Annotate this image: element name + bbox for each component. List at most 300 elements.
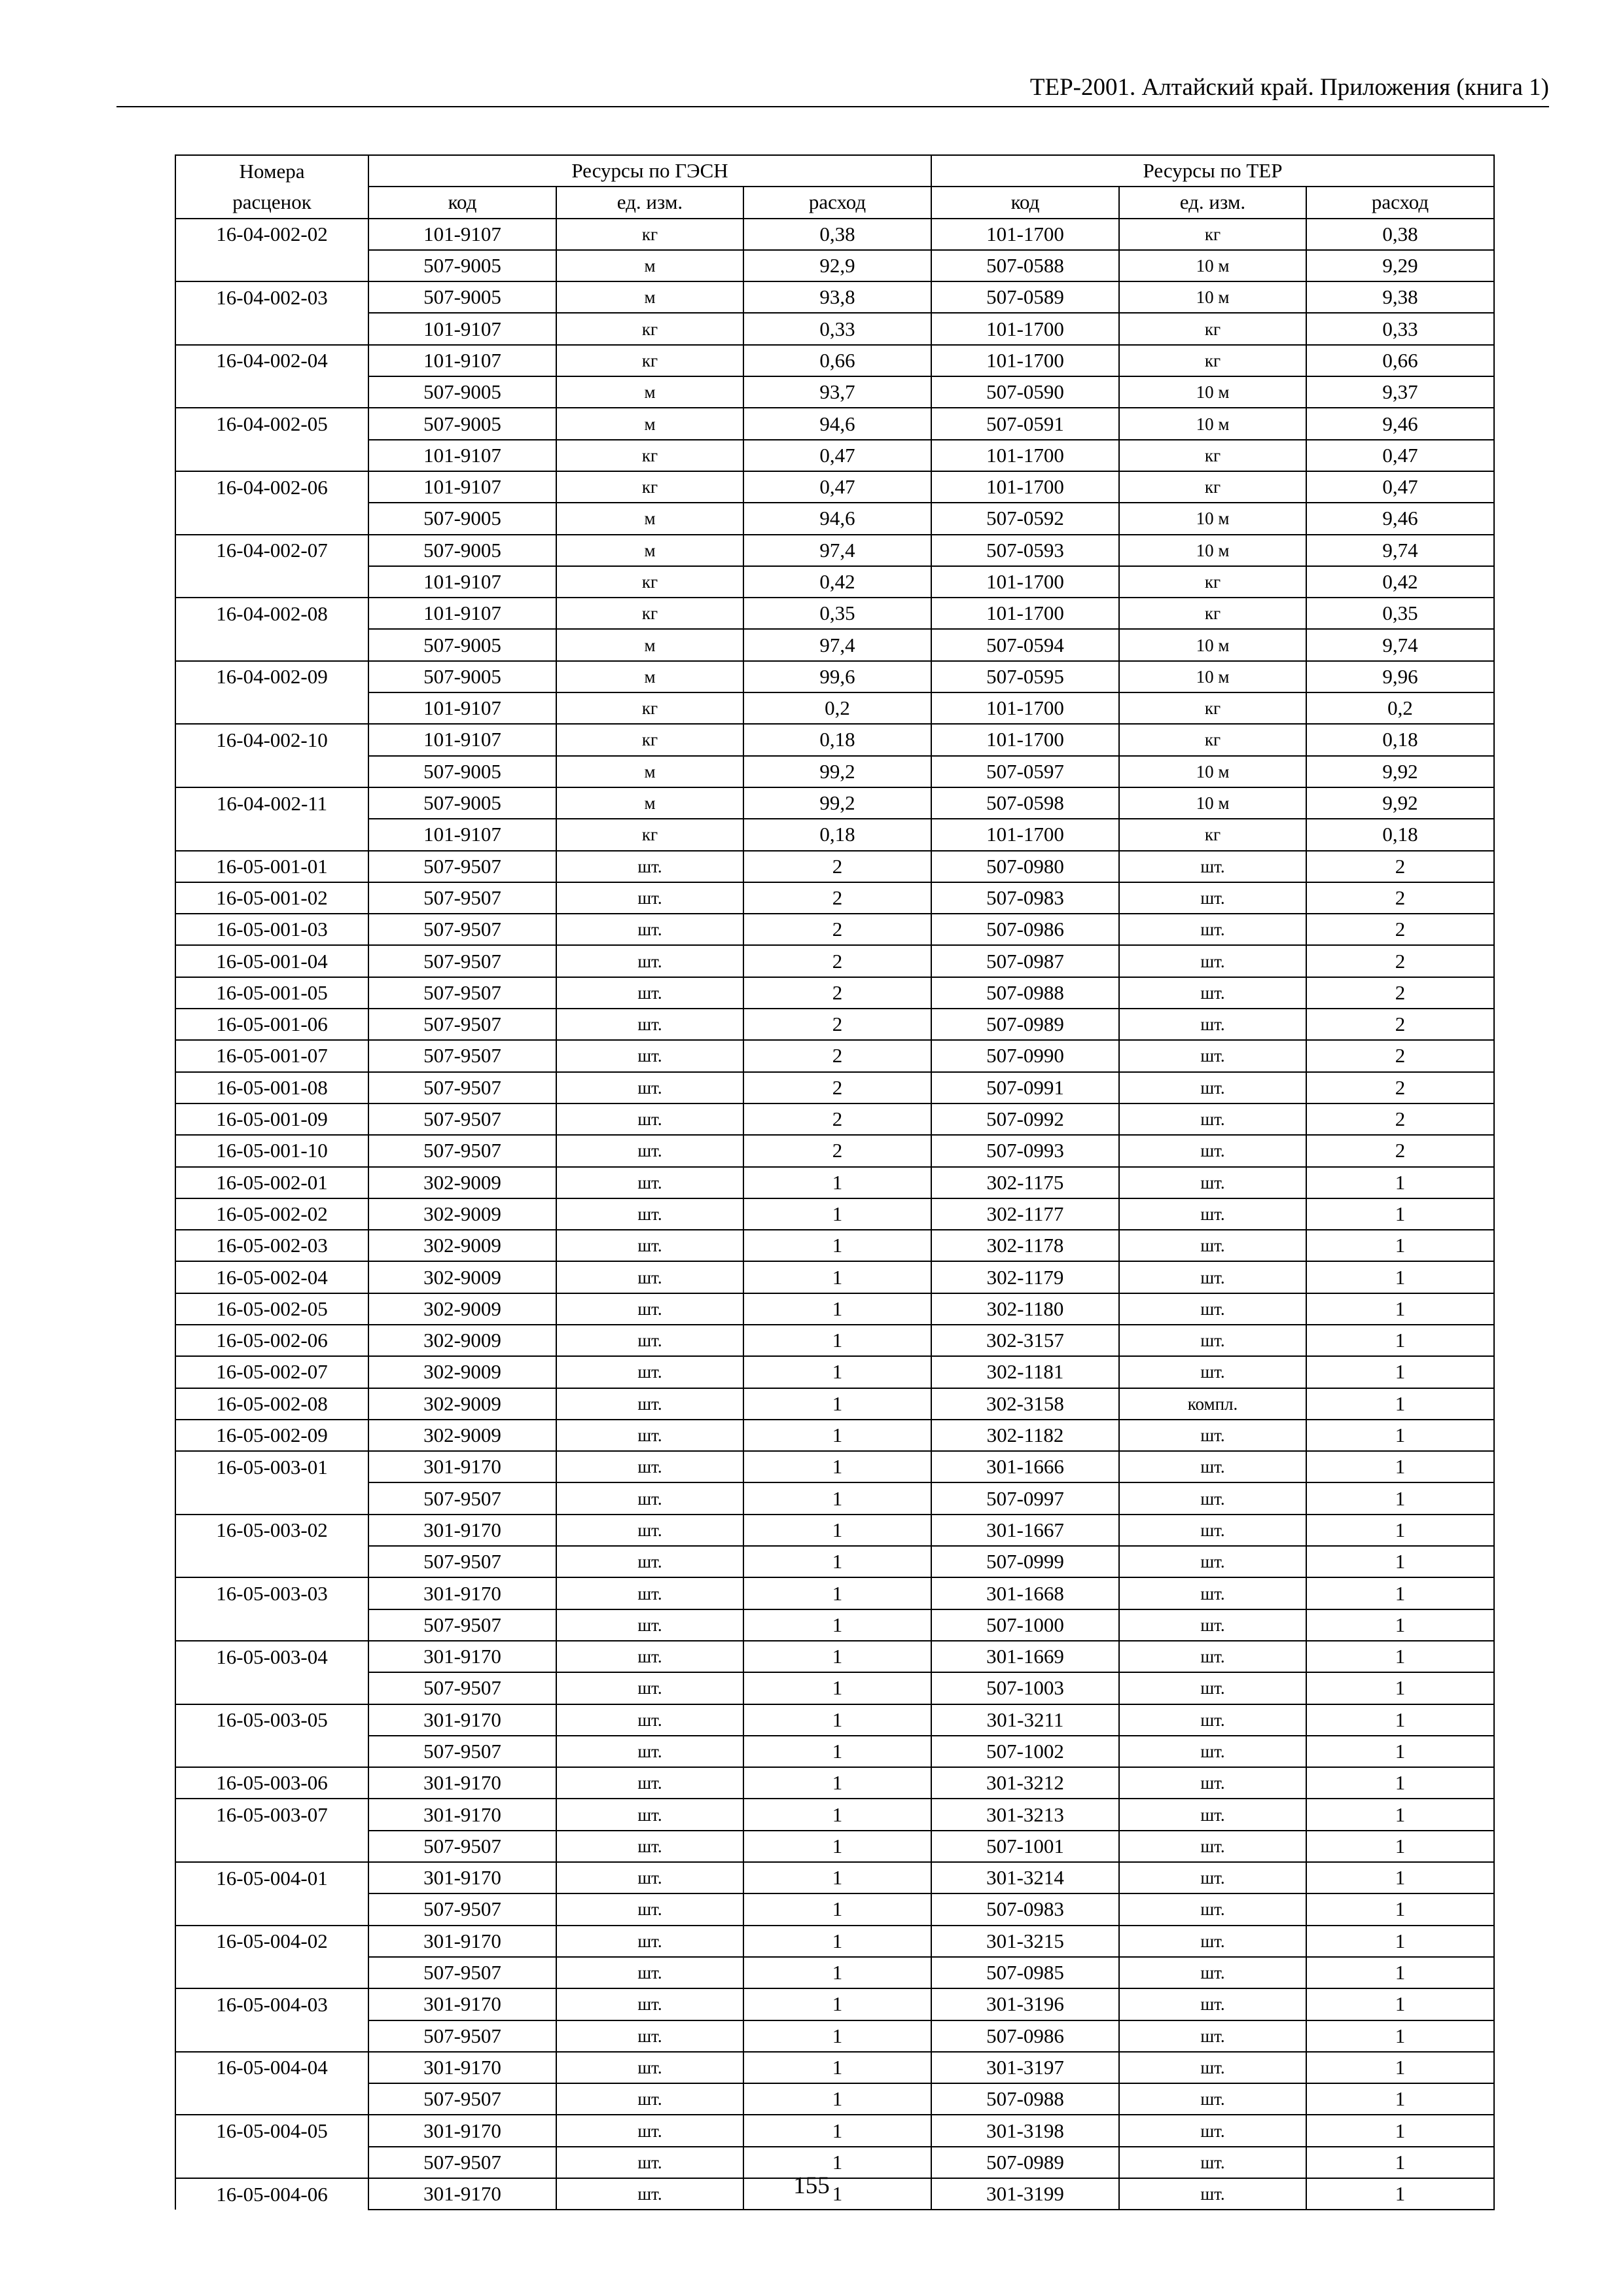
gesn-unit-cell: шт. — [556, 1736, 743, 1767]
gesn-unit-cell: шт. — [556, 851, 743, 882]
gesn-code-cell: 302-9009 — [368, 1356, 556, 1388]
table-row — [175, 692, 1494, 724]
ter-unit-cell: кг — [1119, 566, 1306, 598]
rate-number-cell: 16-05-004-05 — [175, 2115, 368, 2146]
table-row — [175, 1767, 1494, 1799]
table-row — [175, 724, 1494, 755]
ter-code-cell: 101-1700 — [931, 598, 1119, 629]
rate-number-cell: 16-05-002-05 — [175, 1293, 368, 1325]
ter-unit-cell: шт. — [1119, 1230, 1306, 1261]
rate-number-cell — [175, 1893, 368, 1925]
gesn-code-cell: 101-9107 — [368, 724, 556, 755]
rate-number-cell — [175, 1736, 368, 1767]
gesn-amount-cell: 1 — [743, 1515, 931, 1546]
gesn-amount-cell: 1 — [743, 1356, 931, 1388]
ter-amount-cell: 0,47 — [1306, 471, 1494, 503]
ter-code-cell: 507-0983 — [931, 882, 1119, 914]
gesn-code-cell: 101-9107 — [368, 345, 556, 376]
ter-code-cell: 507-0990 — [931, 1040, 1119, 1071]
rate-number-cell: 16-04-002-03 — [175, 281, 368, 313]
rate-number-cell: 16-04-002-10 — [175, 724, 368, 755]
gesn-unit-cell: кг — [556, 598, 743, 629]
ter-code-cell: 301-3199 — [931, 2178, 1119, 2210]
gesn-code-cell: 507-9507 — [368, 2020, 556, 2052]
table-row — [175, 1704, 1494, 1736]
ter-code-cell: 301-3197 — [931, 2052, 1119, 2083]
ter-amount-cell: 1 — [1306, 1736, 1494, 1767]
gesn-unit-cell: шт. — [556, 977, 743, 1009]
table-row — [175, 1736, 1494, 1767]
ter-unit-cell: шт. — [1119, 1862, 1306, 1893]
gesn-code-cell: 301-9170 — [368, 1926, 556, 1957]
gesn-amount-cell: 2 — [743, 945, 931, 977]
gesn-unit-cell: м — [556, 629, 743, 660]
rate-number-cell: 16-05-002-01 — [175, 1167, 368, 1198]
ter-amount-cell: 1 — [1306, 2115, 1494, 2146]
ter-amount-cell: 1 — [1306, 1609, 1494, 1641]
ter-unit-cell: шт. — [1119, 1893, 1306, 1925]
ter-amount-cell: 9,74 — [1306, 535, 1494, 566]
rate-number-cell: 16-05-002-08 — [175, 1388, 368, 1420]
gesn-unit-cell: шт. — [556, 2083, 743, 2115]
ter-amount-cell: 1 — [1306, 1356, 1494, 1388]
ter-code-cell: 507-0598 — [931, 787, 1119, 819]
ter-resources-header: Ресурсы по ТЕР — [931, 155, 1494, 187]
ter-code-cell: 507-0989 — [931, 1009, 1119, 1040]
table-row — [175, 219, 1494, 250]
gesn-code-cell: 301-9170 — [368, 2115, 556, 2146]
table-row — [175, 281, 1494, 313]
ter-amount-cell: 1 — [1306, 1641, 1494, 1672]
ter-amount-cell: 2 — [1306, 851, 1494, 882]
gesn-unit-cell: шт. — [556, 1198, 743, 1230]
ter-amount-cell: 2 — [1306, 945, 1494, 977]
ter-amount-cell: 9,38 — [1306, 281, 1494, 313]
gesn-amount-cell: 1 — [743, 1325, 931, 1356]
gesn-code-cell: 101-9107 — [368, 566, 556, 598]
ter-amount-cell: 1 — [1306, 1546, 1494, 1577]
gesn-code-cell: 507-9507 — [368, 945, 556, 977]
ter-amount-cell: 1 — [1306, 2052, 1494, 2083]
rate-number-cell: 16-05-001-07 — [175, 1040, 368, 1071]
table-row — [175, 376, 1494, 408]
gesn-unit-cell: кг — [556, 219, 743, 250]
gesn-unit-cell: м — [556, 376, 743, 408]
gesn-code-cell: 507-9507 — [368, 1672, 556, 1704]
gesn-amount-cell: 0,38 — [743, 219, 931, 250]
ter-amount-cell: 1 — [1306, 1957, 1494, 1988]
table-row — [175, 1325, 1494, 1356]
ter-code-cell: 302-1182 — [931, 1420, 1119, 1451]
gesn-amount-cell: 1 — [743, 1862, 931, 1893]
gesn-code-cell: 301-9170 — [368, 2178, 556, 2210]
gesn-code-cell: 101-9107 — [368, 819, 556, 850]
gesn-code-cell: 301-9170 — [368, 1641, 556, 1672]
gesn-unit-cell: шт. — [556, 1040, 743, 1071]
gesn-code-cell: 507-9005 — [368, 756, 556, 787]
gesn-amount-cell: 2 — [743, 1040, 931, 1071]
gesn-code-cell: 101-9107 — [368, 598, 556, 629]
gesn-amount-cell: 2 — [743, 914, 931, 945]
gesn-amount-cell: 1 — [743, 1293, 931, 1325]
rate-number-cell: 16-05-001-09 — [175, 1103, 368, 1135]
gesn-amount-cell: 1 — [743, 1198, 931, 1230]
table-row — [175, 503, 1494, 534]
gesn-code-cell: 302-9009 — [368, 1325, 556, 1356]
ter-unit-cell: шт. — [1119, 882, 1306, 914]
table-row — [175, 408, 1494, 439]
ter-unit-cell: кг — [1119, 819, 1306, 850]
ter-unit-cell: 10 м — [1119, 250, 1306, 281]
gesn-code-cell: 507-9507 — [368, 1103, 556, 1135]
gesn-unit-cell: кг — [556, 471, 743, 503]
ter-amount-cell: 2 — [1306, 977, 1494, 1009]
ter-amount-cell: 1 — [1306, 1926, 1494, 1957]
table-row — [175, 1893, 1494, 1925]
ter-unit-cell: шт. — [1119, 1198, 1306, 1230]
gesn-unit-cell: шт. — [556, 1293, 743, 1325]
table-row — [175, 345, 1494, 376]
ter-code-cell: 507-0588 — [931, 250, 1119, 281]
ter-amount-cell: 0,66 — [1306, 345, 1494, 376]
gesn-code-cell: 302-9009 — [368, 1420, 556, 1451]
gesn-code-cell: 101-9107 — [368, 692, 556, 724]
rate-number-cell — [175, 1957, 368, 1988]
gesn-code-cell: 302-9009 — [368, 1293, 556, 1325]
gesn-unit-cell: шт. — [556, 2020, 743, 2052]
ter-code-cell: 507-1002 — [931, 1736, 1119, 1767]
rate-number-cell — [175, 629, 368, 660]
rate-number-cell — [175, 1672, 368, 1704]
ter-code-cell: 507-0592 — [931, 503, 1119, 534]
gesn-unit-cell: шт. — [556, 2147, 743, 2178]
ter-amount-cell: 0,18 — [1306, 724, 1494, 755]
rate-number-cell — [175, 1609, 368, 1641]
gesn-code-cell: 507-9507 — [368, 1135, 556, 1166]
ter-unit-cell: кг — [1119, 692, 1306, 724]
gesn-unit-cell: шт. — [556, 2178, 743, 2210]
gesn-code-cell: 507-9507 — [368, 1831, 556, 1862]
rate-number-cell: 16-04-002-06 — [175, 471, 368, 503]
gesn-unit-cell: м — [556, 535, 743, 566]
ter-code-cell: 301-3198 — [931, 2115, 1119, 2146]
ter-amount-cell: 2 — [1306, 1135, 1494, 1166]
gesn-amount-cell: 1 — [743, 1167, 931, 1198]
ter-amount-cell: 1 — [1306, 1893, 1494, 1925]
ter-unit-cell: 10 м — [1119, 535, 1306, 566]
header-rule — [116, 106, 1549, 107]
gesn-unit-cell: шт. — [556, 1388, 743, 1420]
gesn-amount-cell: 93,8 — [743, 281, 931, 313]
ter-code-cell: 301-1669 — [931, 1641, 1119, 1672]
gesn-unit-cell: шт. — [556, 1926, 743, 1957]
gesn-amount-cell: 93,7 — [743, 376, 931, 408]
rate-number-cell: 16-05-004-03 — [175, 1988, 368, 2020]
rate-number-cell — [175, 313, 368, 344]
rate-number-cell: 16-05-002-07 — [175, 1356, 368, 1388]
gesn-code-cell: 302-9009 — [368, 1261, 556, 1293]
gesn-code-cell: 301-9170 — [368, 1451, 556, 1482]
rate-number-cell: 16-05-001-04 — [175, 945, 368, 977]
table-row — [175, 1261, 1494, 1293]
ter-unit-cell: шт. — [1119, 1926, 1306, 1957]
rate-number-cell: 16-05-002-03 — [175, 1230, 368, 1261]
ter-unit-cell: шт. — [1119, 1577, 1306, 1609]
ter-code-cell: 507-0993 — [931, 1135, 1119, 1166]
gesn-amount-cell: 1 — [743, 1736, 931, 1767]
gesn-code-cell: 507-9507 — [368, 1482, 556, 1514]
ter-code-cell: 507-0591 — [931, 408, 1119, 439]
gesn-amount-cell: 0,18 — [743, 724, 931, 755]
gesn-unit-cell: шт. — [556, 1325, 743, 1356]
gesn-unit-cell: шт. — [556, 1862, 743, 1893]
gesn-code-cell: 101-9107 — [368, 219, 556, 250]
ter-amount-cell: 0,38 — [1306, 219, 1494, 250]
ter-amount-cell: 1 — [1306, 1420, 1494, 1451]
ter-amount-cell: 9,92 — [1306, 756, 1494, 787]
table-row — [175, 598, 1494, 629]
gesn-unit-cell: шт. — [556, 1799, 743, 1830]
gesn-resources-header: Ресурсы по ГЭСН — [368, 155, 931, 187]
ter-code-cell: 507-0997 — [931, 1482, 1119, 1514]
table-row — [175, 313, 1494, 344]
ter-unit-cell: кг — [1119, 313, 1306, 344]
gesn-unit-cell: шт. — [556, 1577, 743, 1609]
ter-unit-cell: кг — [1119, 724, 1306, 755]
ter-code-cell: 101-1700 — [931, 819, 1119, 850]
gesn-amount-cell: 2 — [743, 1135, 931, 1166]
gesn-code-cell: 301-9170 — [368, 1515, 556, 1546]
ter-amount-cell: 9,92 — [1306, 787, 1494, 819]
gesn-code-cell: 302-9009 — [368, 1198, 556, 1230]
gesn-unit-cell: шт. — [556, 1893, 743, 1925]
rate-number-cell — [175, 1831, 368, 1862]
gesn-code-cell: 101-9107 — [368, 440, 556, 471]
gesn-unit-cell: шт. — [556, 1957, 743, 1988]
gesn-amount-cell: 0,18 — [743, 819, 931, 850]
ter-amount-cell: 0,47 — [1306, 440, 1494, 471]
gesn-unit-cell: шт. — [556, 1546, 743, 1577]
gesn-amount-cell: 2 — [743, 977, 931, 1009]
gesn-code-cell: 301-9170 — [368, 1704, 556, 1736]
gesn-amount-cell: 97,4 — [743, 535, 931, 566]
gesn-code-cell: 507-9005 — [368, 503, 556, 534]
gesn-unit-cell: шт. — [556, 1261, 743, 1293]
rate-number-cell: 16-05-002-06 — [175, 1325, 368, 1356]
ter-unit-cell: компл. — [1119, 1388, 1306, 1420]
ter-unit-cell: шт. — [1119, 2147, 1306, 2178]
gesn-unit-header: ед. изм. — [556, 187, 743, 218]
ter-code-cell: 301-1668 — [931, 1577, 1119, 1609]
gesn-code-cell: 507-9507 — [368, 2083, 556, 2115]
gesn-amount-cell: 0,47 — [743, 471, 931, 503]
rate-number-cell — [175, 756, 368, 787]
ter-code-cell: 302-1181 — [931, 1356, 1119, 1388]
gesn-amount-cell: 99,2 — [743, 787, 931, 819]
gesn-code-cell: 301-9170 — [368, 1577, 556, 1609]
ter-code-cell: 302-1179 — [931, 1261, 1119, 1293]
gesn-unit-cell: шт. — [556, 914, 743, 945]
table-row — [175, 851, 1494, 882]
gesn-amount-cell: 1 — [743, 2115, 931, 2146]
rate-number-cell: 16-05-004-04 — [175, 2052, 368, 2083]
table-row — [175, 1388, 1494, 1420]
table-subheader-row — [175, 187, 1494, 218]
gesn-unit-cell: шт. — [556, 1988, 743, 2020]
ter-amount-cell: 2 — [1306, 1009, 1494, 1040]
gesn-unit-cell: шт. — [556, 1135, 743, 1166]
gesn-unit-cell: кг — [556, 692, 743, 724]
ter-code-cell: 507-0597 — [931, 756, 1119, 787]
ter-amount-cell: 1 — [1306, 1167, 1494, 1198]
ter-code-cell: 302-1180 — [931, 1293, 1119, 1325]
gesn-code-cell: 507-9507 — [368, 914, 556, 945]
ter-amount-cell: 1 — [1306, 1482, 1494, 1514]
gesn-unit-cell: шт. — [556, 1356, 743, 1388]
ter-unit-cell: шт. — [1119, 2083, 1306, 2115]
table-row — [175, 1926, 1494, 1957]
ter-unit-cell: шт. — [1119, 1641, 1306, 1672]
table-row — [175, 756, 1494, 787]
ter-unit-cell: шт. — [1119, 945, 1306, 977]
table-row — [175, 1451, 1494, 1482]
ter-unit-cell: кг — [1119, 219, 1306, 250]
ter-unit-header: ед. изм. — [1119, 187, 1306, 218]
ter-amount-cell: 1 — [1306, 1293, 1494, 1325]
ter-unit-cell: шт. — [1119, 1009, 1306, 1040]
rate-number-cell — [175, 692, 368, 724]
rate-number-cell: 16-05-001-01 — [175, 851, 368, 882]
gesn-unit-cell: шт. — [556, 1767, 743, 1799]
table-row — [175, 2083, 1494, 2115]
gesn-code-cell: 507-9507 — [368, 1072, 556, 1103]
ter-amount-cell: 1 — [1306, 2083, 1494, 2115]
gesn-code-cell: 302-9009 — [368, 1167, 556, 1198]
table-row — [175, 1420, 1494, 1451]
rate-numbers-header: Номера — [175, 155, 368, 187]
rate-number-cell: 16-04-002-04 — [175, 345, 368, 376]
gesn-amount-cell: 1 — [743, 1672, 931, 1704]
rate-number-cell — [175, 376, 368, 408]
ter-amount-cell: 0,35 — [1306, 598, 1494, 629]
ter-code-cell: 507-0594 — [931, 629, 1119, 660]
ter-unit-cell: шт. — [1119, 2052, 1306, 2083]
gesn-amount-cell: 94,6 — [743, 408, 931, 439]
rate-number-cell: 16-04-002-02 — [175, 219, 368, 250]
ter-amount-cell: 1 — [1306, 1515, 1494, 1546]
gesn-code-cell: 301-9170 — [368, 1862, 556, 1893]
ter-code-cell: 507-1001 — [931, 1831, 1119, 1862]
ter-unit-cell: 10 м — [1119, 756, 1306, 787]
gesn-amount-cell: 0,47 — [743, 440, 931, 471]
gesn-code-cell: 507-9507 — [368, 1893, 556, 1925]
gesn-unit-cell: шт. — [556, 1831, 743, 1862]
ter-code-cell: 301-1667 — [931, 1515, 1119, 1546]
ter-unit-cell: шт. — [1119, 1515, 1306, 1546]
ter-amount-cell: 9,46 — [1306, 408, 1494, 439]
gesn-amount-cell: 0,42 — [743, 566, 931, 598]
rate-number-cell: 16-05-003-06 — [175, 1767, 368, 1799]
gesn-amount-cell: 1 — [743, 1420, 931, 1451]
gesn-amount-cell: 92,9 — [743, 250, 931, 281]
ter-amount-cell: 1 — [1306, 1988, 1494, 2020]
ter-unit-cell: шт. — [1119, 1767, 1306, 1799]
ter-code-cell: 507-0987 — [931, 945, 1119, 977]
ter-amount-cell: 2 — [1306, 1103, 1494, 1135]
ter-code-cell: 507-0986 — [931, 914, 1119, 945]
ter-amount-cell: 1 — [1306, 1704, 1494, 1736]
ter-code-cell: 507-0989 — [931, 2147, 1119, 2178]
ter-unit-cell: шт. — [1119, 1135, 1306, 1166]
gesn-unit-cell: шт. — [556, 882, 743, 914]
rate-number-cell — [175, 440, 368, 471]
rate-number-cell: 16-05-002-04 — [175, 1261, 368, 1293]
ter-code-cell: 101-1700 — [931, 345, 1119, 376]
ter-amount-cell: 1 — [1306, 1261, 1494, 1293]
gesn-unit-cell: шт. — [556, 2115, 743, 2146]
gesn-code-cell: 301-9170 — [368, 1767, 556, 1799]
table-row — [175, 1831, 1494, 1862]
ter-unit-cell: шт. — [1119, 1736, 1306, 1767]
gesn-amount-cell: 1 — [743, 1577, 931, 1609]
ter-unit-cell: шт. — [1119, 1325, 1306, 1356]
table-row — [175, 1103, 1494, 1135]
ter-amount-cell: 1 — [1306, 1198, 1494, 1230]
gesn-code-header: код — [368, 187, 556, 218]
gesn-unit-cell: шт. — [556, 1009, 743, 1040]
gesn-amount-cell: 1 — [743, 2052, 931, 2083]
table-row — [175, 661, 1494, 692]
rate-number-cell: 16-05-001-10 — [175, 1135, 368, 1166]
table-row — [175, 1988, 1494, 2020]
gesn-amount-cell: 1 — [743, 1261, 931, 1293]
ter-unit-cell: 10 м — [1119, 629, 1306, 660]
table-row — [175, 250, 1494, 281]
rate-number-cell: 16-05-002-02 — [175, 1198, 368, 1230]
ter-code-cell: 507-0988 — [931, 977, 1119, 1009]
rate-number-cell: 16-05-002-09 — [175, 1420, 368, 1451]
gesn-unit-cell: м — [556, 661, 743, 692]
table-row — [175, 1167, 1494, 1198]
gesn-unit-cell: кг — [556, 345, 743, 376]
gesn-unit-cell: шт. — [556, 1167, 743, 1198]
ter-unit-cell: 10 м — [1119, 376, 1306, 408]
ter-unit-cell: шт. — [1119, 1420, 1306, 1451]
ter-code-cell: 101-1700 — [931, 692, 1119, 724]
rate-number-cell: 16-05-001-08 — [175, 1072, 368, 1103]
ter-unit-cell: 10 м — [1119, 281, 1306, 313]
gesn-code-cell: 507-9507 — [368, 882, 556, 914]
ter-amount-cell: 1 — [1306, 1799, 1494, 1830]
gesn-unit-cell: м — [556, 250, 743, 281]
gesn-unit-cell: м — [556, 756, 743, 787]
gesn-code-cell: 507-9507 — [368, 1009, 556, 1040]
table-row — [175, 1230, 1494, 1261]
ter-code-cell: 302-3158 — [931, 1388, 1119, 1420]
gesn-amount-header: расход — [743, 187, 931, 218]
table-row — [175, 629, 1494, 660]
table-row — [175, 1482, 1494, 1514]
gesn-amount-cell: 1 — [743, 1388, 931, 1420]
gesn-code-cell: 507-9507 — [368, 1546, 556, 1577]
ter-code-cell: 507-0999 — [931, 1546, 1119, 1577]
gesn-amount-cell: 1 — [743, 1926, 931, 1957]
gesn-amount-cell: 0,35 — [743, 598, 931, 629]
gesn-unit-cell: шт. — [556, 945, 743, 977]
gesn-amount-cell: 2 — [743, 882, 931, 914]
gesn-unit-cell: кг — [556, 566, 743, 598]
gesn-code-cell: 507-9507 — [368, 1957, 556, 1988]
